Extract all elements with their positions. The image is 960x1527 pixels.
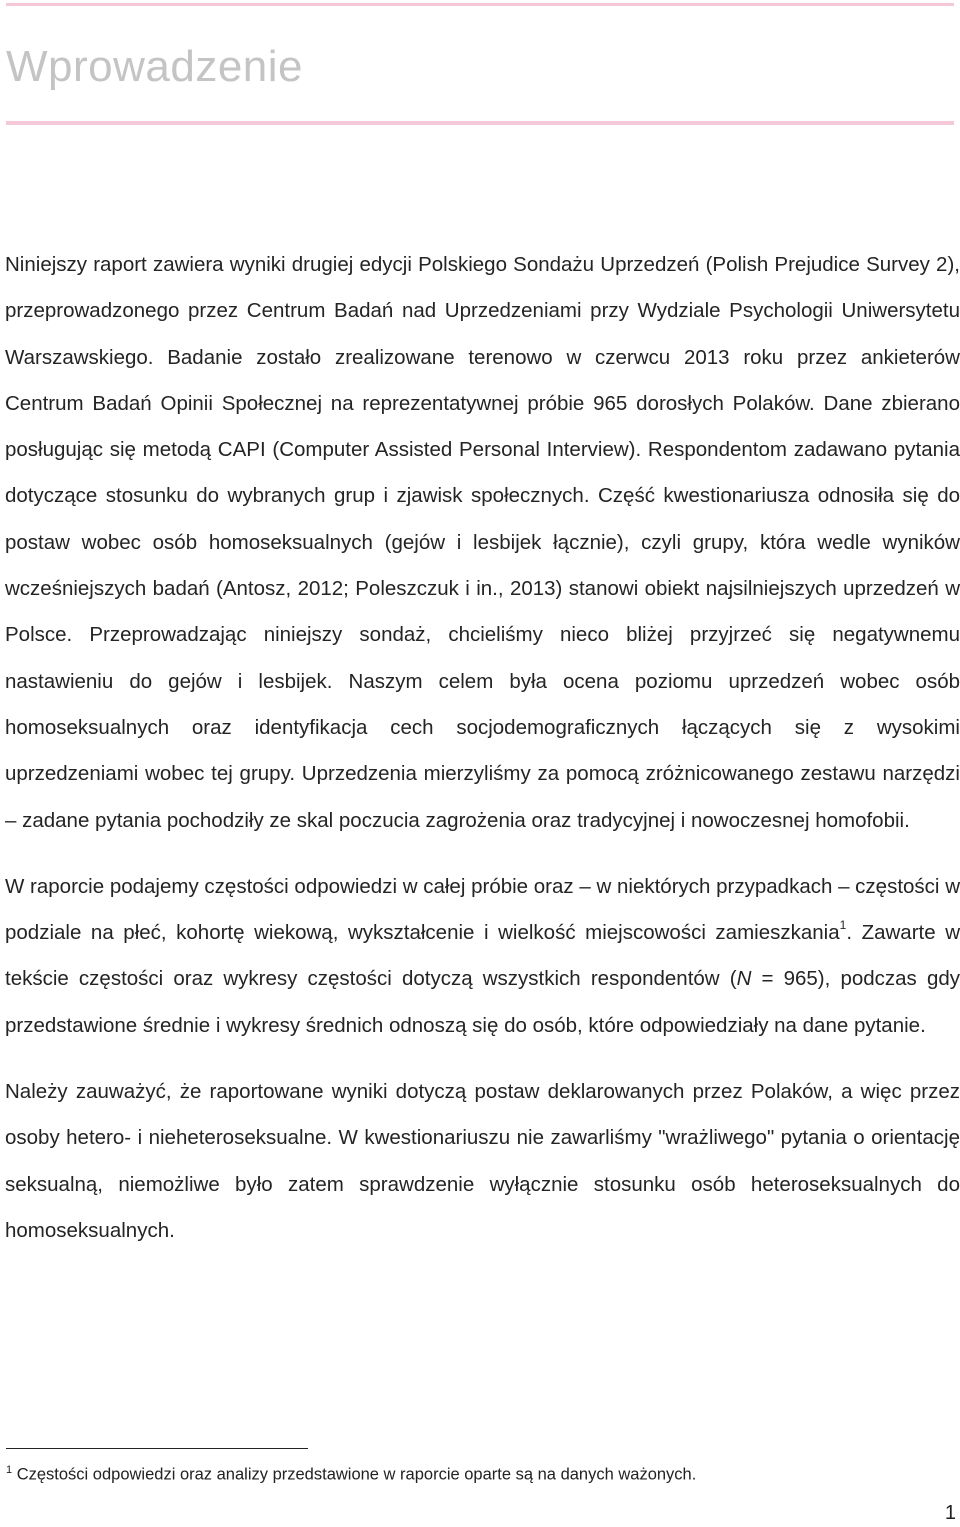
paragraph-method-part-b: . Zawarte w tekście częstości oraz wykresy częstości dotyczą wszystkich respondentów ( xyxy=(5,921,960,991)
footnote xyxy=(6,1464,696,1485)
body-text xyxy=(5,242,960,1274)
heading-top-rule xyxy=(6,3,954,6)
sample-size-symbol: N xyxy=(736,967,752,991)
footnote-text: Częstości odpowiedzi oraz analizy przedstawione w raporcie oparte są na danych ważonych. xyxy=(12,1465,697,1484)
page-number: 1 xyxy=(944,1502,956,1524)
paragraph-method-part-a: W raporcie podajemy częstości odpowiedzi w całej próbie oraz – w niektórych przypadkach – częstości w podziale na płeć, kohortę wiekową, wykształcenie i wielkość miejscowości zamieszkania xyxy=(5,874,960,945)
section-heading: Wprowadzenie xyxy=(6,42,304,91)
paragraph-method-part-c: = 965), podczas gdy przedstawione średnie i wykresy średnich odnoszą się do osób, które odpowiedziały na dane pytanie. xyxy=(5,967,960,1037)
heading-bottom-rule xyxy=(6,121,954,125)
paragraph-note: Należy zauważyć, że raportowane wyniki dotyczą postaw deklarowanych przez Polaków, a więc przez osoby hetero- i nieheteroseksualne. W kwestionariuszu nie zawarliśmy "wrażliwego" pytania o orientację seksualną, niemożliwe było zatem sprawdzenie wyłącznie stosunku osób heteroseksualnych do homoseksualnych. xyxy=(5,1080,960,1242)
footnote-reference[interactable]: 1 xyxy=(839,918,847,933)
footnote-marker: 1 xyxy=(6,1464,13,1476)
paragraph-method xyxy=(5,864,960,1049)
paragraph-intro: Niniejszy raport zawiera wyniki drugiej edycji Polskiego Sondażu Uprzedzeń (Polish Prejudice Survey 2), przeprowadzonego przez Centrum Badań nad Uprzedzeniami przy Wydziale Psychologii Uniwersytetu Warszawskiego. Badanie zostało zrealizowane terenowo w czerwcu 2013 roku przez ankieterów Centrum Badań Opinii Społecznej na reprezentatywnej próbie 965 dorosłych Polaków. Dane zbierano posługując się metodą CAPI (Computer Assisted Personal Interview). Respondentom zadawano pytania dotyczące stosunku do wybranych grup i zjawisk społecznych. Część kwestionariusza odnosiła się do postaw wobec osób homoseksualnych (gejów i lesbijek łącznie), czyli grupy, która wedle wyników wcześniejszych badań (Antosz, 2012; Poleszczuk i in., 2013) stanowi obiekt najsilniejszych uprzedzeń w Polsce. Przeprowadzając niniejszy sondaż, chcieliśmy nieco bliżej przyjrzeć się negatywnemu nastawieniu do gejów i lesbijek. Naszym celem była ocena poziomu uprzedzeń wobec osób homoseksualnych oraz identyfikacja cech socjodemograficznych łączących się z wysokimi uprzedzeniami wobec tej grupy. Uprzedzenia mierzyliśmy za pomocą zróżnicowanego zestawu narzędzi – zadane pytania pochodziły ze skal poczucia zagrożenia oraz tradycyjnej i nowoczesnej homofobii. xyxy=(5,253,960,832)
footnote-separator xyxy=(6,1448,308,1449)
